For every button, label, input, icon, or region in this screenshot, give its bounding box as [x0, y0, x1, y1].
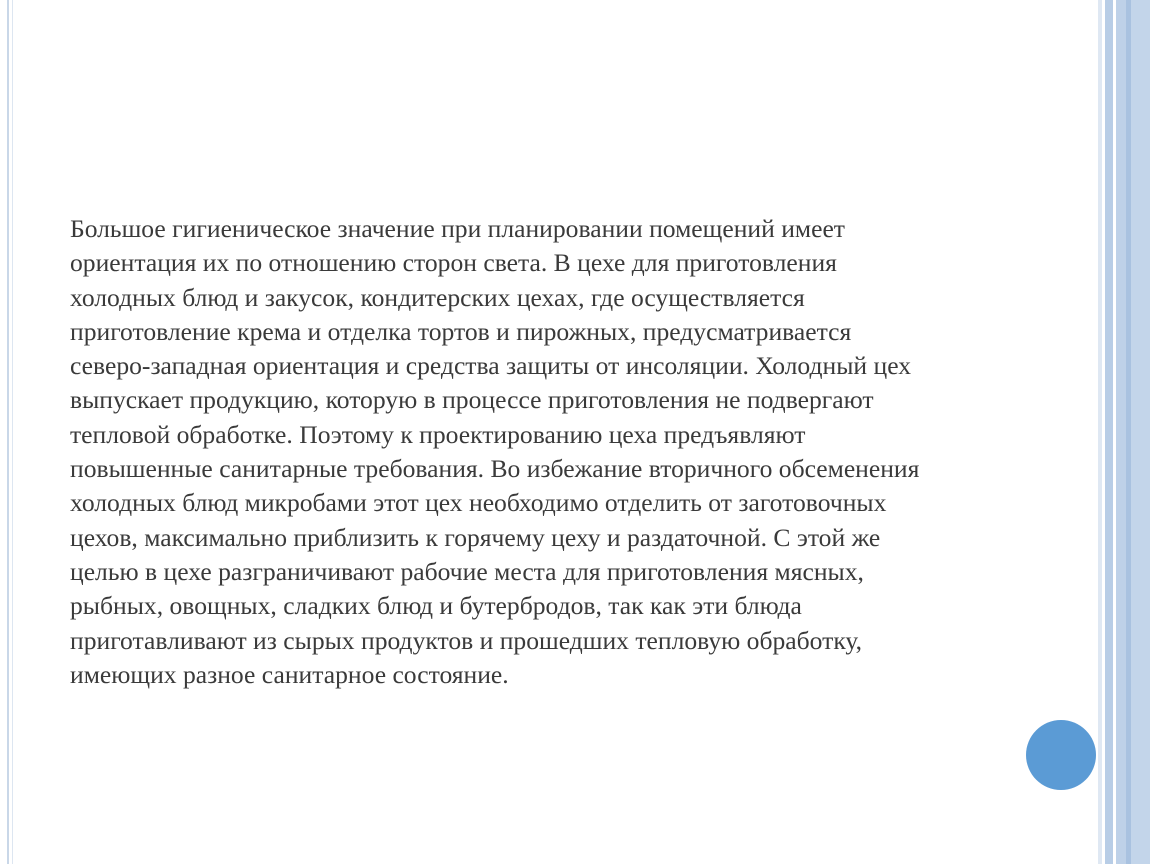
right-border-decoration: [1098, 0, 1150, 864]
left-border-decoration: [7, 0, 13, 864]
decorative-circle: [1026, 720, 1096, 790]
slide-body-text: Большое гигиеническое значение при планировании помещений имеет ориентация их по отношению сторон света. В цехе для приготовления холодных блюд и закусок, кондитерских цехах, где осуществляется приготовление крема и отделка тортов и пирожных, предусматривается северо-западная ориентация и средства защиты от инсоляции. Холодный цех выпускает продукцию, которую в процессе приготовления не подвергают тепловой обработке. Поэтому к проектированию цеха предъявляют повышенные санитарные требования. Во избежание вторичного обсеменения холодных блюд микробами этот цех необходимо отделить от заготовочных цехов, максимально приблизить к горячему цеху и раздаточной. С этой же целью в цехе разграничивают рабочие места для приготовления мясных, рыбных, овощных, сладких блюд и бутербродов, так как эти блюда приготавливают из сырых продуктов и прошедших тепловую обработку, имеющих разное санитарное состояние.: [70, 214, 920, 689]
